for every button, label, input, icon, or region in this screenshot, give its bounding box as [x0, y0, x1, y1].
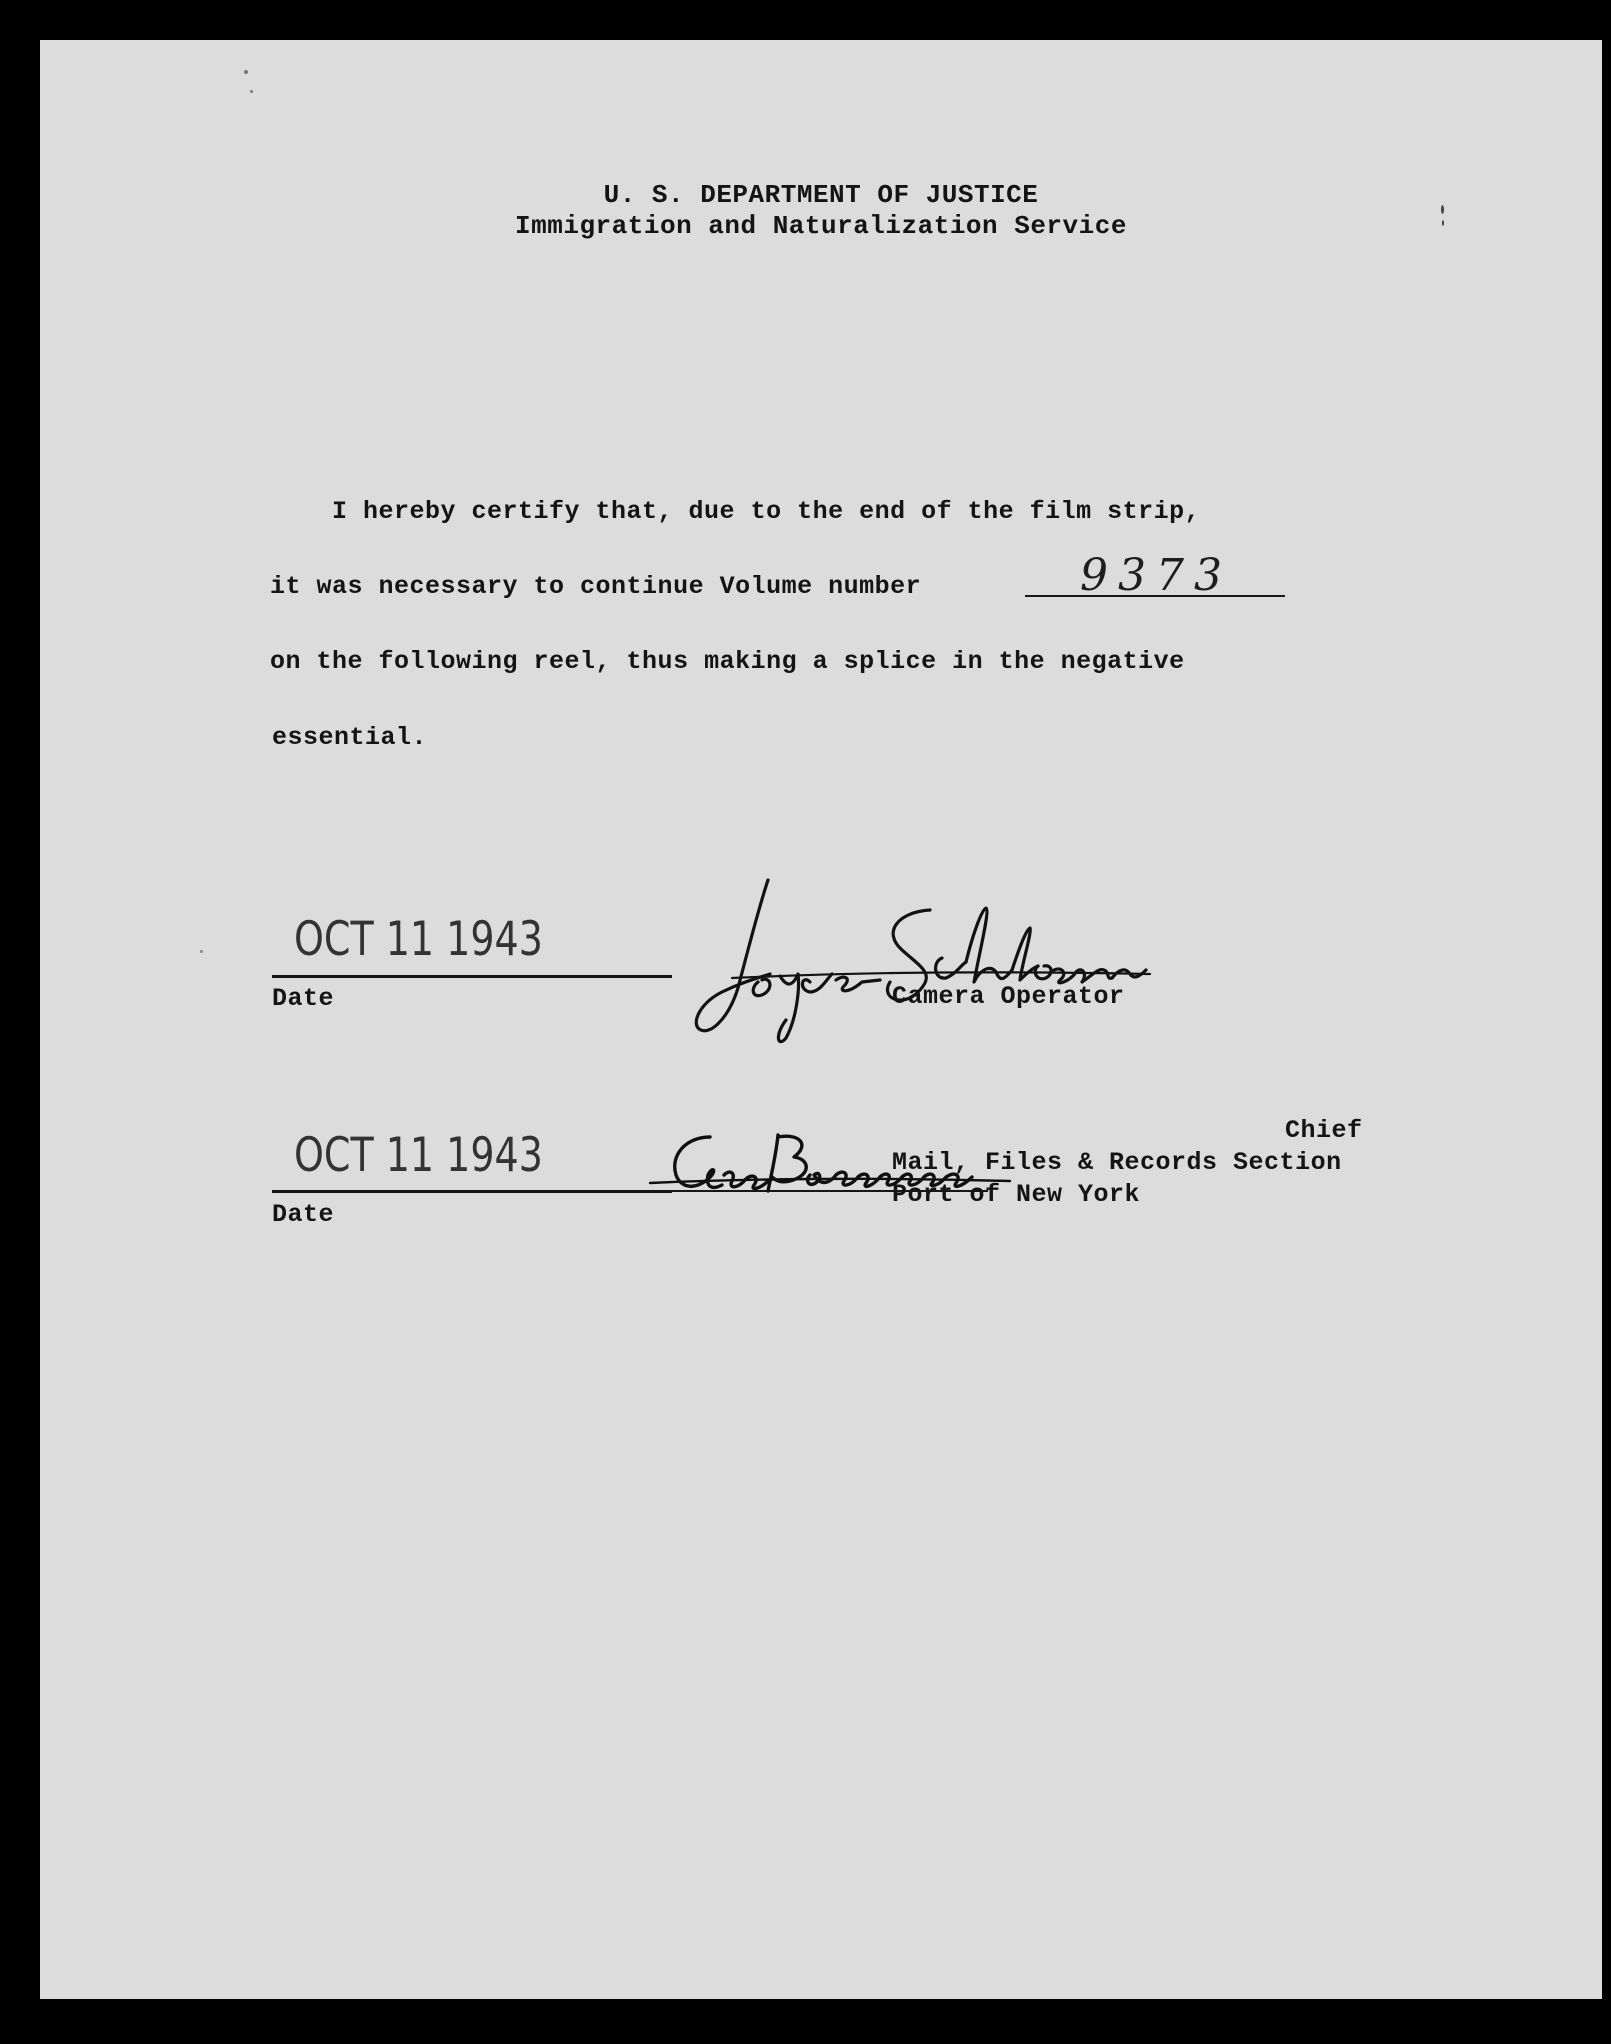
document-page — [40, 40, 1602, 1999]
volume-number-handwritten: 9373 — [1080, 550, 1232, 601]
chief-section: Mail, Files & Records Section — [892, 1148, 1342, 1177]
margin-mark — [1442, 220, 1444, 226]
camera-operator-role: Camera Operator — [892, 982, 1125, 1011]
scan-speck — [200, 950, 203, 953]
department-heading: U. S. DEPARTMENT OF JUSTICE — [603, 180, 1039, 210]
certification-line-4: essential. — [272, 723, 428, 752]
camera-operator-date-label: Date — [272, 984, 335, 1013]
margin-mark — [1441, 205, 1444, 214]
certification-line-3: on the following reel, thus making a splice in the negative — [270, 647, 1185, 676]
camera-operator-date-line — [272, 975, 672, 978]
chief-date-stamp: OCT 11 1943 — [294, 1127, 543, 1182]
chief-date-line — [272, 1190, 672, 1193]
scan-speck — [250, 90, 253, 93]
camera-operator-signature — [640, 870, 1160, 1060]
chief-title: Chief — [1285, 1116, 1363, 1145]
certification-line-1: I hereby certify that, due to the end of the film strip, — [332, 497, 1201, 526]
chief-date-label: Date — [272, 1200, 335, 1229]
certification-line-2: it was necessary to continue Volume number — [270, 572, 922, 601]
scan-speck — [244, 70, 248, 74]
camera-operator-date-stamp: OCT 11 1943 — [294, 911, 543, 966]
chief-location: Port of New York — [892, 1180, 1141, 1209]
service-heading: Immigration and Naturalization Service — [515, 211, 1127, 241]
